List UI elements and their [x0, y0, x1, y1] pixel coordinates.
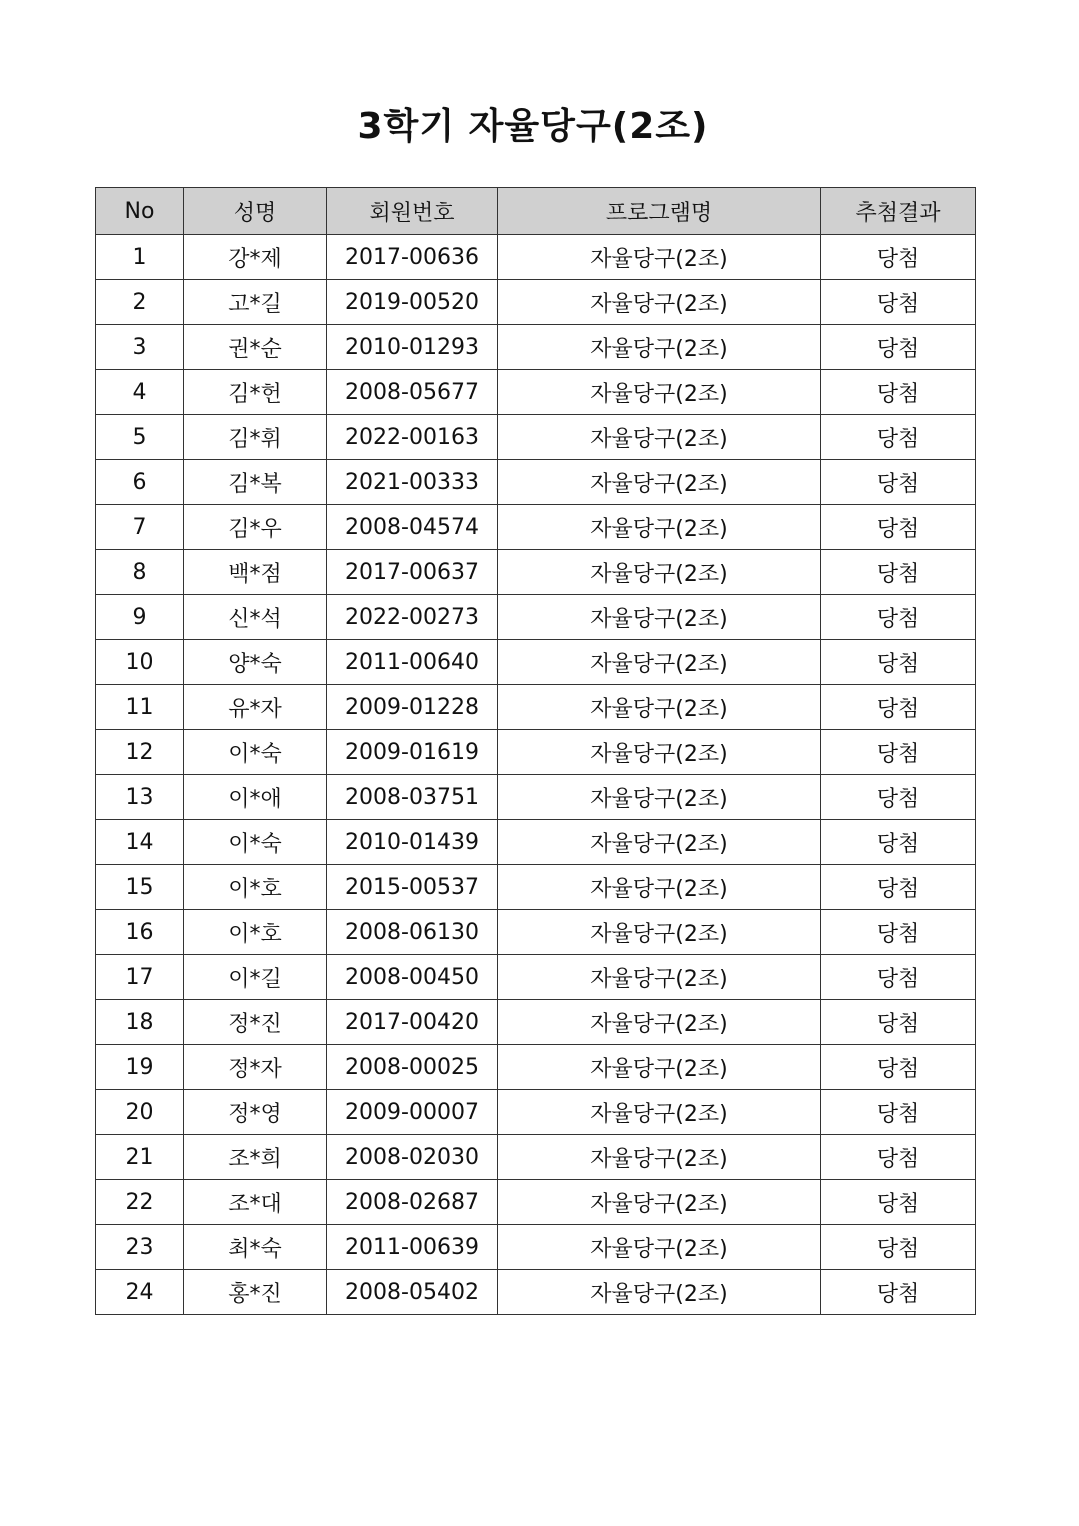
cell-program: 자율당구(2조) [498, 1180, 821, 1225]
table-row [96, 550, 976, 595]
cell-program: 자율당구(2조) [498, 640, 821, 685]
cell-result: 당첨 [821, 1045, 976, 1090]
table-row [96, 460, 976, 505]
cell-program: 자율당구(2조) [498, 685, 821, 730]
cell-name: 김*복 [184, 460, 327, 505]
cell-member-id: 2021-00333 [327, 460, 498, 505]
cell-name: 이*숙 [184, 730, 327, 775]
cell-member-id: 2022-00273 [327, 595, 498, 640]
cell-member-id: 2008-02687 [327, 1180, 498, 1225]
table-row [96, 370, 976, 415]
cell-member-id: 2008-02030 [327, 1135, 498, 1180]
cell-name: 유*자 [184, 685, 327, 730]
cell-name: 백*점 [184, 550, 327, 595]
cell-name: 이*애 [184, 775, 327, 820]
cell-result: 당첨 [821, 280, 976, 325]
cell-result: 당첨 [821, 1225, 976, 1270]
cell-result: 당첨 [821, 370, 976, 415]
table-row [96, 1000, 976, 1045]
cell-no: 2 [96, 280, 184, 325]
cell-no: 9 [96, 595, 184, 640]
cell-result: 당첨 [821, 235, 976, 280]
cell-member-id: 2009-01228 [327, 685, 498, 730]
cell-program: 자율당구(2조) [498, 1000, 821, 1045]
cell-member-id: 2010-01439 [327, 820, 498, 865]
cell-result: 당첨 [821, 955, 976, 1000]
cell-no: 5 [96, 415, 184, 460]
table-body [96, 235, 976, 1315]
cell-name: 김*휘 [184, 415, 327, 460]
cell-no: 20 [96, 1090, 184, 1135]
cell-result: 당첨 [821, 550, 976, 595]
table-row [96, 640, 976, 685]
cell-name: 고*길 [184, 280, 327, 325]
cell-result: 당첨 [821, 325, 976, 370]
cell-name: 정*영 [184, 1090, 327, 1135]
cell-no: 21 [96, 1135, 184, 1180]
cell-program: 자율당구(2조) [498, 370, 821, 415]
cell-name: 조*대 [184, 1180, 327, 1225]
cell-no: 1 [96, 235, 184, 280]
cell-name: 이*숙 [184, 820, 327, 865]
cell-result: 당첨 [821, 775, 976, 820]
cell-member-id: 2008-05677 [327, 370, 498, 415]
cell-member-id: 2015-00537 [327, 865, 498, 910]
table-row [96, 1045, 976, 1090]
cell-no: 13 [96, 775, 184, 820]
table-row [96, 1225, 976, 1270]
cell-program: 자율당구(2조) [498, 865, 821, 910]
cell-member-id: 2009-00007 [327, 1090, 498, 1135]
table-row [96, 235, 976, 280]
page-title: 3학기 자율당구(2조) [357, 106, 709, 147]
cell-result: 당첨 [821, 1135, 976, 1180]
cell-member-id: 2008-05402 [327, 1270, 498, 1315]
cell-no: 8 [96, 550, 184, 595]
cell-name: 이*길 [184, 955, 327, 1000]
header-program: 프로그램명 [498, 188, 821, 235]
cell-program: 자율당구(2조) [498, 460, 821, 505]
table-row [96, 415, 976, 460]
cell-no: 12 [96, 730, 184, 775]
table-row [96, 730, 976, 775]
cell-result: 당첨 [821, 1180, 976, 1225]
cell-name: 권*순 [184, 325, 327, 370]
cell-member-id: 2017-00420 [327, 1000, 498, 1045]
cell-no: 3 [96, 325, 184, 370]
cell-program: 자율당구(2조) [498, 505, 821, 550]
cell-program: 자율당구(2조) [498, 1225, 821, 1270]
cell-name: 최*숙 [184, 1225, 327, 1270]
table-row [96, 955, 976, 1000]
cell-no: 19 [96, 1045, 184, 1090]
cell-no: 7 [96, 505, 184, 550]
cell-program: 자율당구(2조) [498, 1045, 821, 1090]
table-row [96, 505, 976, 550]
cell-program: 자율당구(2조) [498, 955, 821, 1000]
table-row [96, 325, 976, 370]
cell-program: 자율당구(2조) [498, 730, 821, 775]
table-row [96, 1135, 976, 1180]
cell-no: 16 [96, 910, 184, 955]
table-row [96, 775, 976, 820]
cell-name: 김*우 [184, 505, 327, 550]
cell-member-id: 2011-00639 [327, 1225, 498, 1270]
table-row [96, 865, 976, 910]
header-result: 추첨결과 [821, 188, 976, 235]
cell-result: 당첨 [821, 1270, 976, 1315]
cell-result: 당첨 [821, 730, 976, 775]
cell-result: 당첨 [821, 820, 976, 865]
cell-member-id: 2008-03751 [327, 775, 498, 820]
cell-program: 자율당구(2조) [498, 595, 821, 640]
cell-result: 당첨 [821, 865, 976, 910]
cell-member-id: 2008-06130 [327, 910, 498, 955]
cell-name: 정*진 [184, 1000, 327, 1045]
header-member-id: 회원번호 [327, 188, 498, 235]
cell-result: 당첨 [821, 1000, 976, 1045]
table-row [96, 1180, 976, 1225]
cell-result: 당첨 [821, 505, 976, 550]
cell-result: 당첨 [821, 1090, 976, 1135]
table-row [96, 820, 976, 865]
cell-result: 당첨 [821, 685, 976, 730]
cell-member-id: 2017-00636 [327, 235, 498, 280]
cell-no: 23 [96, 1225, 184, 1270]
cell-member-id: 2010-01293 [327, 325, 498, 370]
table-row [96, 280, 976, 325]
cell-name: 정*자 [184, 1045, 327, 1090]
cell-no: 14 [96, 820, 184, 865]
cell-member-id: 2011-00640 [327, 640, 498, 685]
table-row [96, 910, 976, 955]
cell-no: 4 [96, 370, 184, 415]
cell-member-id: 2022-00163 [327, 415, 498, 460]
cell-name: 김*헌 [184, 370, 327, 415]
cell-member-id: 2008-00025 [327, 1045, 498, 1090]
cell-name: 홍*진 [184, 1270, 327, 1315]
cell-program: 자율당구(2조) [498, 415, 821, 460]
cell-no: 18 [96, 1000, 184, 1045]
cell-no: 17 [96, 955, 184, 1000]
cell-member-id: 2008-04574 [327, 505, 498, 550]
cell-name: 강*제 [184, 235, 327, 280]
header-name: 성명 [184, 188, 327, 235]
cell-program: 자율당구(2조) [498, 550, 821, 595]
cell-program: 자율당구(2조) [498, 325, 821, 370]
header-no: No [96, 188, 184, 235]
table-row [96, 685, 976, 730]
cell-program: 자율당구(2조) [498, 1135, 821, 1180]
table-header-row [96, 188, 976, 235]
cell-program: 자율당구(2조) [498, 280, 821, 325]
cell-name: 이*호 [184, 865, 327, 910]
cell-program: 자율당구(2조) [498, 775, 821, 820]
cell-program: 자율당구(2조) [498, 910, 821, 955]
cell-result: 당첨 [821, 640, 976, 685]
cell-program: 자율당구(2조) [498, 1090, 821, 1135]
cell-result: 당첨 [821, 415, 976, 460]
cell-name: 조*희 [184, 1135, 327, 1180]
cell-no: 22 [96, 1180, 184, 1225]
table-row [96, 595, 976, 640]
table-row [96, 1090, 976, 1135]
lottery-result-table [95, 187, 976, 1315]
cell-member-id: 2019-00520 [327, 280, 498, 325]
cell-name: 양*숙 [184, 640, 327, 685]
cell-program: 자율당구(2조) [498, 1270, 821, 1315]
cell-no: 15 [96, 865, 184, 910]
table-row [96, 1270, 976, 1315]
cell-result: 당첨 [821, 910, 976, 955]
cell-no: 10 [96, 640, 184, 685]
cell-no: 24 [96, 1270, 184, 1315]
cell-program: 자율당구(2조) [498, 235, 821, 280]
cell-program: 자율당구(2조) [498, 820, 821, 865]
cell-member-id: 2008-00450 [327, 955, 498, 1000]
cell-name: 이*호 [184, 910, 327, 955]
cell-result: 당첨 [821, 460, 976, 505]
cell-result: 당첨 [821, 595, 976, 640]
cell-name: 신*석 [184, 595, 327, 640]
cell-no: 11 [96, 685, 184, 730]
cell-member-id: 2017-00637 [327, 550, 498, 595]
cell-member-id: 2009-01619 [327, 730, 498, 775]
cell-no: 6 [96, 460, 184, 505]
